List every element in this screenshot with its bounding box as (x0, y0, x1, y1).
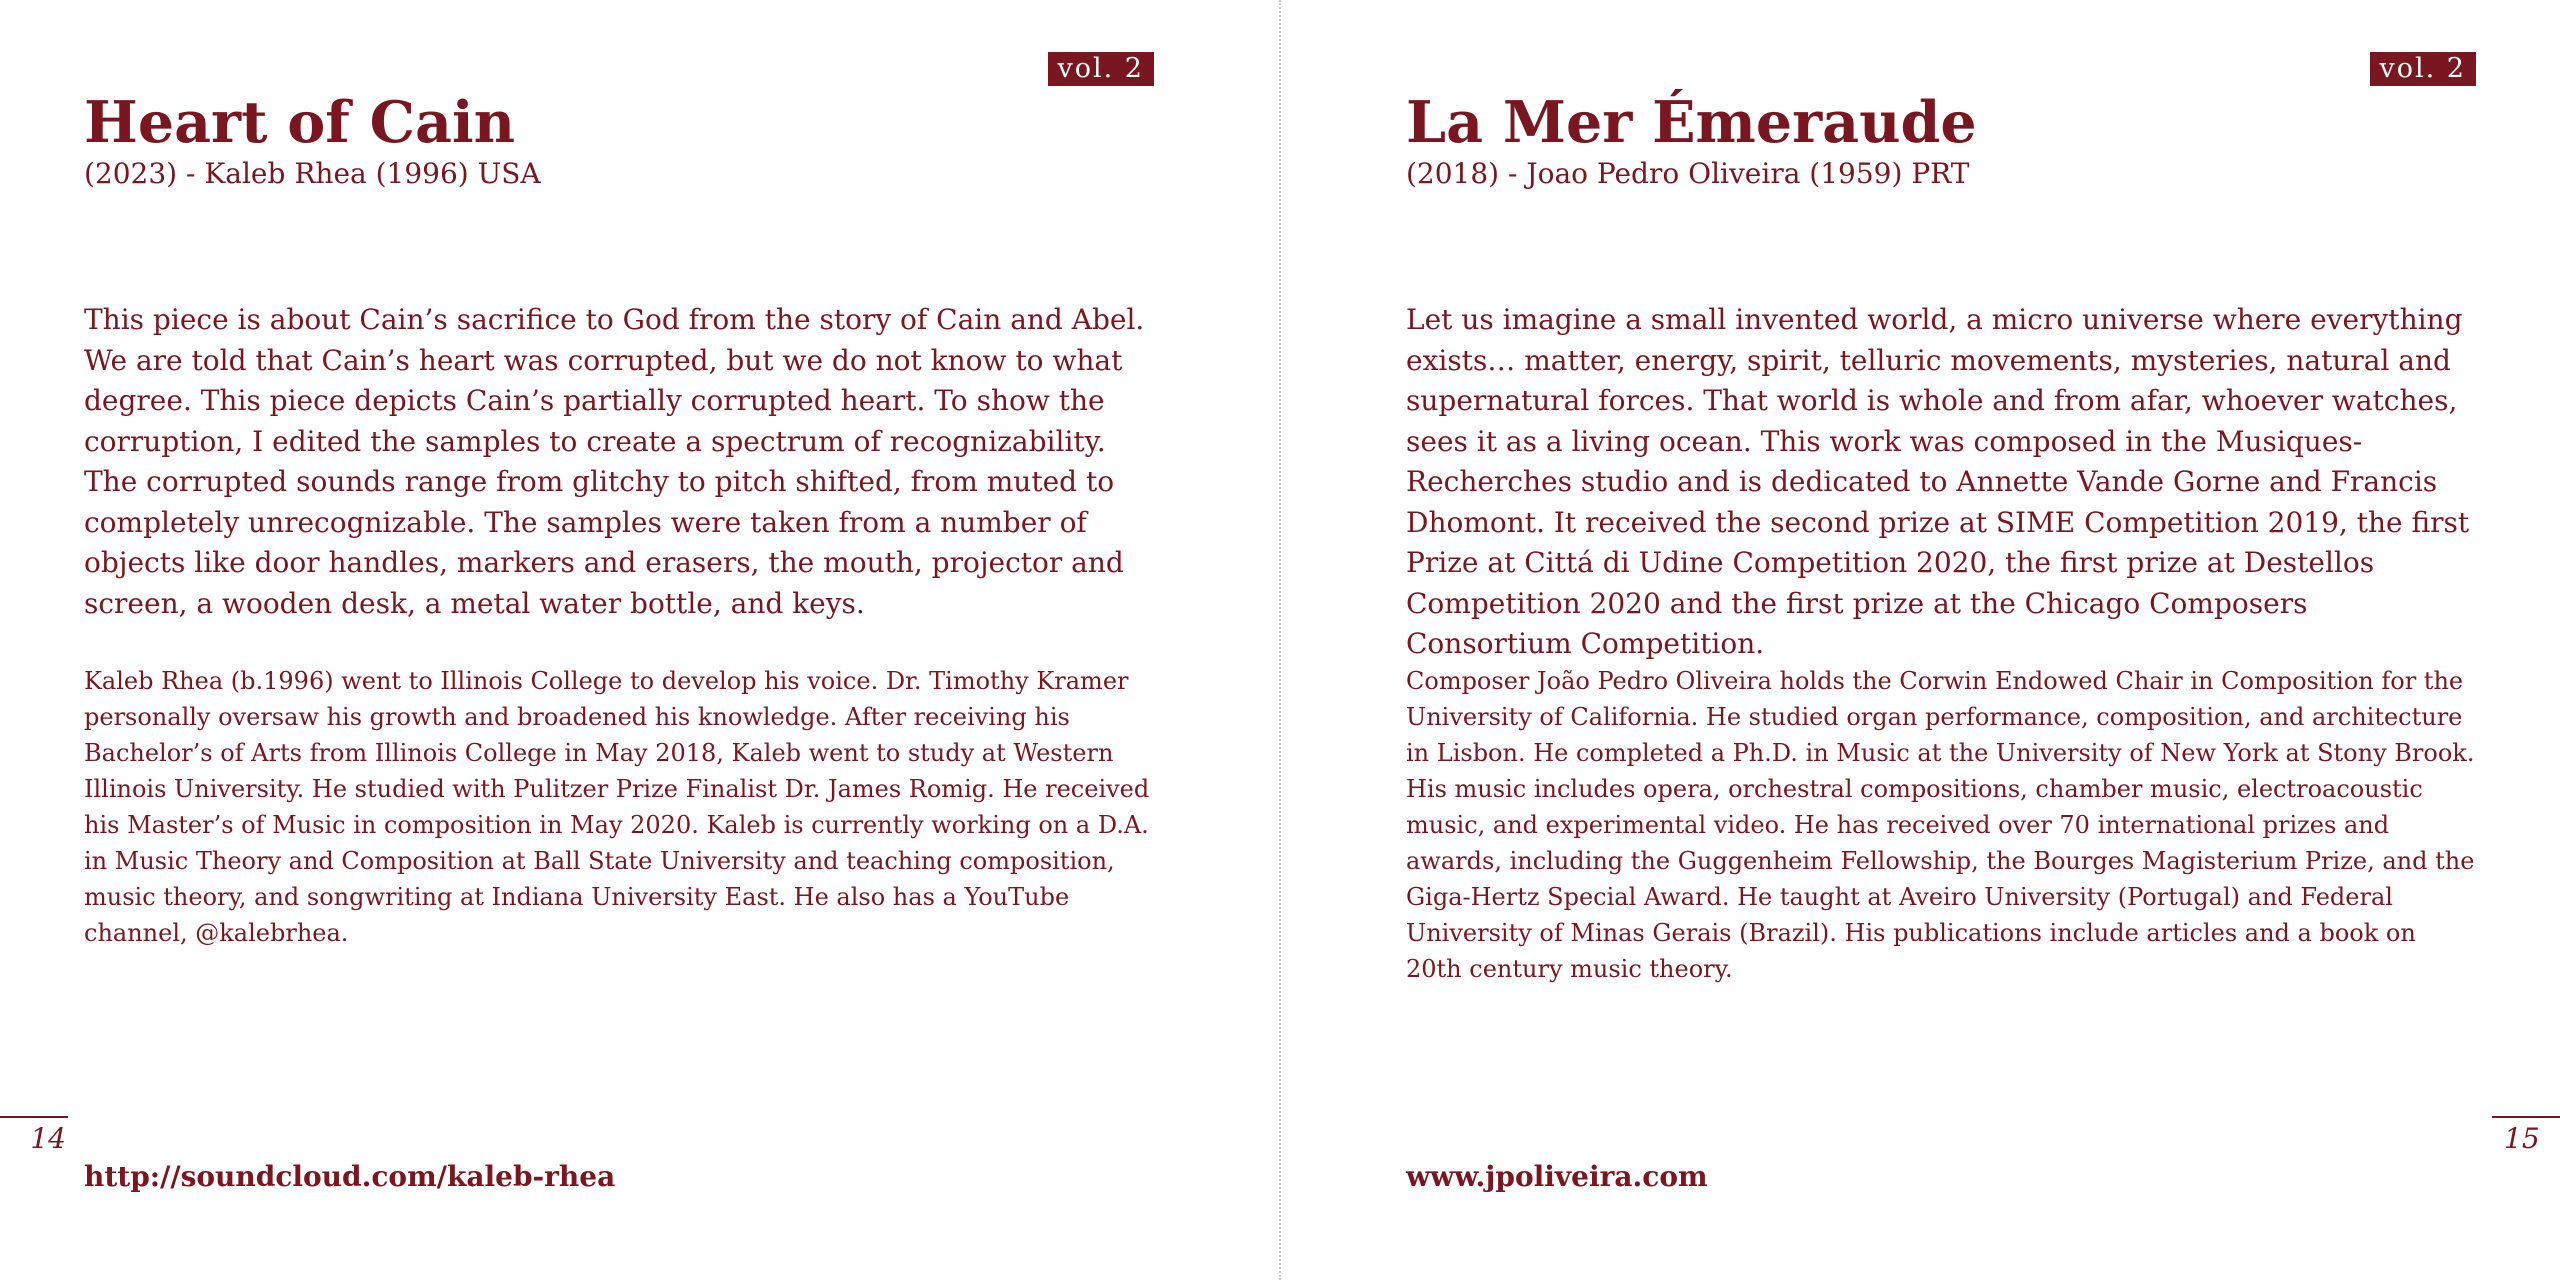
composer-url[interactable]: http://soundcloud.com/kaleb-rhea (84, 1160, 616, 1193)
piece-description: Let us imagine a small invented world, a micro universe where everything exists… matter, energy, spirit, telluric movements, mysteries, natural and supernatural forces. That world is whole and from afar, whoever watches, sees it as a living ocean. This work was composed in the Musiques-Recherches studio and is dedicated to Annette Vande Gorne and Francis Dhomont. It received the second prize at SIME Competition 2019, the first Prize at Cittá di Udine Competition 2020, the first prize at Destellos Competition 2020 and the first prize at the Chicago Composers Consortium Competition. (1406, 303, 2470, 660)
piece-title: La Mer Émeraude (1406, 89, 1977, 156)
composer-bio: Composer João Pedro Oliveira holds the Corwin Endowed Chair in Composition for the University of California. He studied organ performance, composition, and architecture in Lisbon. He completed a Ph.D. in Music at the University of New York at Stony Brook. His music includes opera, orchestral compositions, chamber music, electroacoustic music, and experimental video. He has received over 70 international prizes and awards, including the Guggenheim Fellowship, the Bourges Magisterium Prize, and the Giga-Hertz Special Award. He taught at Aveiro University (Portugal) and Federal University of Minas Gerais (Brazil). His publications include articles and a book on 20th century music theory. (1406, 667, 2475, 983)
piece-description: This piece is about Cain’s sacrifice to God from the story of Cain and Abel. We are told that Cain’s heart was corrupted, but we do not know to what degree. This piece depicts Cain’s partially corrupted heart. To show the corruption, I edited the samples to create a spectrum of recognizability. The corrupted sounds range from glitchy to pitch shifted, from muted to completely unrecognizable. The samples were taken from a number of objects like door handles, markers and erasers, the mouth, projector and screen, a wooden desk, a metal water bottle, and keys. (84, 303, 1145, 620)
page-number-left (0, 1116, 68, 1156)
page-number-text: 14 (30, 1122, 66, 1155)
piece-subtitle: (2018) - Joao Pedro Oliveira (1959) PRT (1406, 157, 1970, 190)
right-page (1280, 0, 2560, 1280)
page-number-text: 15 (2504, 1122, 2540, 1155)
piece-title: Heart of Cain (84, 89, 516, 156)
piece-subtitle: (2023) - Kaleb Rhea (1996) USA (84, 157, 541, 190)
volume-badge: vol. 2 (2370, 52, 2477, 86)
composer-url[interactable]: www.jpoliveira.com (1406, 1160, 1708, 1193)
page-number-right (2492, 1116, 2560, 1156)
volume-badge: vol. 2 (1048, 52, 1155, 86)
composer-bio: Kaleb Rhea (b.1996) went to Illinois College to develop his voice. Dr. Timothy Kramer personally oversaw his growth and broadened his knowledge. After receiving his Bachelor’s of Arts from Illinois College in May 2018, Kaleb went to study at Western Illinois University. He studied with Pulitzer Prize Finalist Dr. James Romig. He received his Master’s of Music in composition in May 2020. Kaleb is currently working on a D.A. in Music Theory and Composition at Ball State University and teaching composition, music theory, and songwriting at Indiana University East. He also has a YouTube channel, @kalebrhea. (84, 667, 1150, 947)
